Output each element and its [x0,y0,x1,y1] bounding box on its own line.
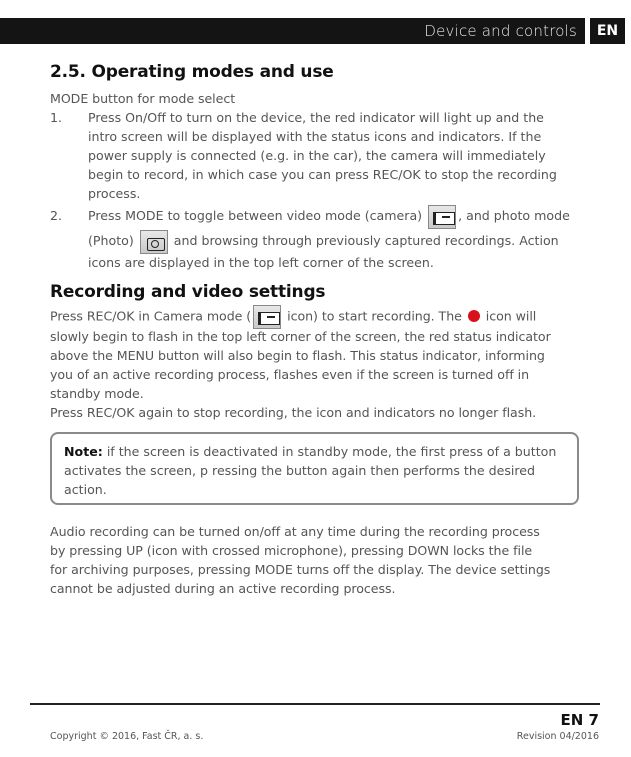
recording-line: above the MENU button will also begin to flash. This status indicator, informing [50,348,545,363]
list-line: , and photo mode [458,208,570,223]
camera-mode-icon [428,205,456,229]
footer-divider [30,703,600,705]
list-line: (Photo) [88,233,134,248]
note-label: Note: [64,444,103,459]
list-line: begin to record, in which case you can press REC/OK to stop the recording [88,167,557,182]
note-line: activates the screen, p ressing the button again then performs the desired [64,463,536,478]
audio-line: by pressing UP (icon with crossed microphone), pressing DOWN locks the file [50,543,533,558]
list-line: process. [88,186,141,201]
audio-line: cannot be adjusted during an active recording process. [50,581,396,596]
note-text [64,442,569,499]
note-line: action. [64,482,107,497]
camera-mode-icon [253,305,281,329]
header-title: Device and controls [424,22,577,40]
recording-text [50,305,595,422]
list-item [50,203,590,269]
audio-line: for archiving purposes, pressing MODE turns off the display. The device settings [50,562,551,577]
note-line: if the screen is deactivated in standby mode, the first press of a button [106,444,557,459]
list-line: and browsing through previously captured recordings. Action [173,233,559,248]
recording-line: slowly begin to flash in the top left corner of the screen, the red status indicator [50,329,551,344]
photo-mode-icon [140,230,168,254]
list-item [50,108,590,203]
list-line: intro screen will be displayed with the status icons and indicators. If the [88,129,542,144]
audio-line: Audio recording can be turned on/off at any time during the recording process [50,524,540,539]
list-item-text [88,203,570,272]
recording-line: Press REC/OK again to stop recording, the icon and indicators no longer flash. [50,405,537,420]
recording-line: icon will [485,308,537,324]
recording-line: you of an active recording process, flashes even if the screen is turned off in [50,367,530,382]
list-number: 1. [50,110,63,125]
list-item-text [88,108,557,203]
language-badge: EN [590,18,625,44]
record-dot-icon [468,310,480,322]
intro-text: MODE button for mode select [50,91,236,106]
recording-heading: Recording and video settings [50,282,326,302]
copyright: Copyright © 2016, Fast ČR, a. s. [50,731,204,742]
recording-line: icon) to start recording. The [287,308,462,324]
recording-line: standby mode. [50,386,144,401]
list-line: Press On/Off to turn on the device, the red indicator will light up and the [88,110,544,125]
list-line: icons are displayed in the top left corner of the screen. [88,255,434,270]
note-box [50,432,579,505]
audio-text [50,522,595,598]
list-line: Press MODE to toggle between video mode (camera) [88,208,423,223]
revision: Revision 04/2016 [516,731,599,742]
list-number: 2. [50,208,63,223]
section-heading: 2.5. Operating modes and use [50,62,334,82]
recording-line: Press REC/OK in Camera mode ( [50,308,252,324]
page-number: EN 7 [560,711,599,729]
header-bar [0,18,585,44]
list-line: power supply is connected (e.g. in the car), the camera will immediately [88,148,546,163]
